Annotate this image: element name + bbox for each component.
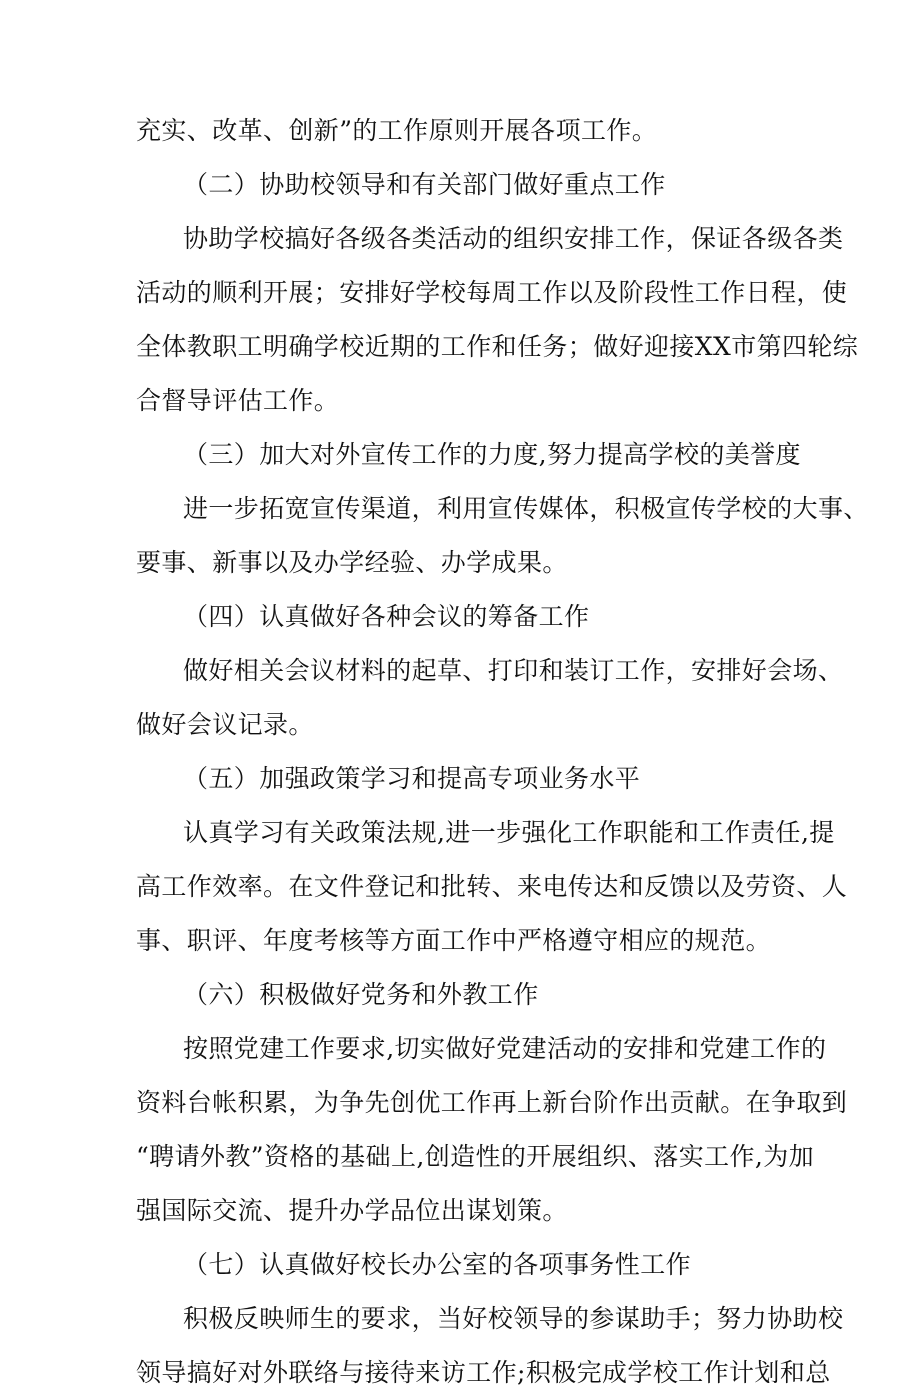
paragraph-line: 强国际交流、提升办学品位出谋划策。	[136, 1196, 568, 1225]
paragraph-line: 做好会议记录。	[136, 710, 314, 739]
section-heading: （六）积极做好党务和外教工作	[183, 980, 539, 1009]
paragraph-line: 做好相关会议材料的起草、打印和装订工作，安排好会场、	[183, 656, 844, 685]
paragraph-line: 认真学习有关政策法规,进一步强化工作职能和工作责任,提	[183, 818, 835, 847]
section-heading: （七）认真做好校长办公室的各项事务性工作	[183, 1250, 692, 1279]
document-body	[136, 104, 869, 1400]
section-heading: （五）加强政策学习和提高专项业务水平	[183, 764, 641, 793]
section-heading: （二）协助校领导和有关部门做好重点工作	[183, 170, 666, 199]
paragraph-line: 进一步拓宽宣传渠道，利用宣传媒体，积极宣传学校的大事、	[183, 494, 869, 523]
paragraph-line: 协助学校搞好各级各类活动的组织安排工作，保证各级各类	[183, 224, 844, 253]
paragraph-line: 要事、新事以及办学经验、办学成果。	[136, 548, 568, 577]
paragraph-line: 按照党建工作要求,切实做好党建活动的安排和党建工作的	[183, 1034, 827, 1063]
paragraph-line: 活动的顺利开展；安排好学校每周工作以及阶段性工作日程，使	[136, 278, 848, 307]
section-heading: （三）加大对外宣传工作的力度,努力提高学校的美誉度	[183, 440, 801, 469]
paragraph-line: 资料台帐积累，为争先创优工作再上新台阶作出贡献。在争取到	[136, 1088, 848, 1117]
paragraph-line: 积极反映师生的要求，当好校领导的参谋助手；努力协助校	[183, 1304, 844, 1333]
section-heading: （四）认真做好各种会议的筹备工作	[183, 602, 590, 631]
paragraph-line: 领导搞好对外联络与接待来访工作;积极完成学校工作计划和总	[136, 1358, 831, 1387]
paragraph-line: 合督导评估工作。	[136, 386, 340, 415]
paragraph-line: 高工作效率。在文件登记和批转、来电传达和反馈以及劳资、人	[136, 872, 848, 901]
paragraph-line: 全体教职工明确学校近期的工作和任务；做好迎接XX市第四轮综	[136, 332, 859, 361]
paragraph-line: 充实、改革、创新”的工作原则开展各项工作。	[136, 116, 658, 145]
paragraph-line: 事、职评、年度考核等方面工作中严格遵守相应的规范。	[136, 926, 772, 955]
paragraph-line: “聘请外教”资格的基础上,创造性的开展组织、落实工作,为加	[136, 1142, 815, 1171]
